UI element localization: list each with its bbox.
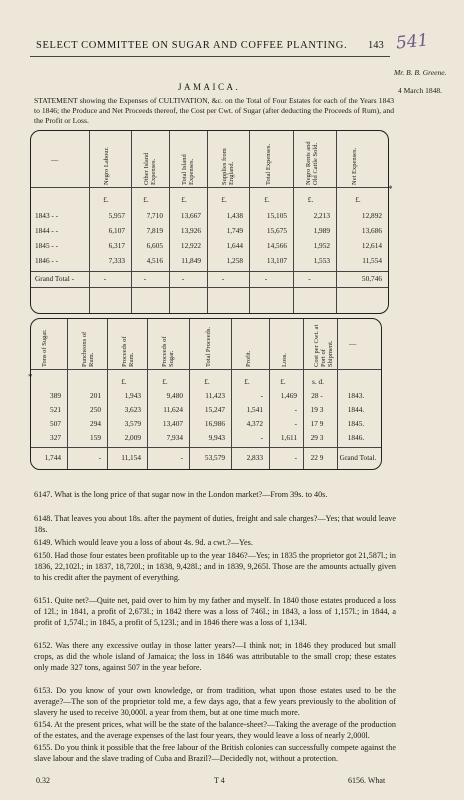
question-6147: 6147. What is the long price of that sugar now in the London market?—From 39s. to 40s. <box>34 490 328 499</box>
table-cell: 6,317 <box>108 241 125 250</box>
table-cell: 12,892 <box>361 211 382 220</box>
witness-date: 4 March 1848. <box>398 86 442 95</box>
table-cell: 6,605 <box>146 241 163 250</box>
table-cell: - <box>294 405 297 414</box>
header-rule <box>30 56 390 57</box>
unit-label: £. <box>162 377 168 386</box>
dash-cell: - <box>103 274 107 283</box>
running-header: SELECT COMMITTEE ON SUGAR AND COFFEE PLANTING. <box>36 40 348 51</box>
row-year: 1844. <box>347 405 365 414</box>
grand-total-value: 50,746 <box>361 274 382 283</box>
unit-label: £. <box>355 195 361 204</box>
footer-catchword: 6156. What <box>348 776 386 785</box>
table-cell: 3,623 <box>124 405 141 414</box>
asterisk-marker: * <box>388 184 393 194</box>
page-number: 143 <box>368 40 384 51</box>
table-cell: 4,516 <box>146 256 163 265</box>
table-cell: 11,624 <box>163 405 183 414</box>
table-cell: 13,926 <box>180 226 201 235</box>
grand-total-cell: - <box>294 453 297 462</box>
header-proceeds-sugar: Proceeds of Sugar. <box>161 336 175 367</box>
table-cell: 11,423 <box>205 391 225 400</box>
table-cell: 13,407 <box>162 419 183 428</box>
table-cell: 389 <box>50 391 61 400</box>
unit-label: £. <box>280 377 286 386</box>
header-total-expenses: Total Expenses. <box>265 143 272 185</box>
table-cell: 13,686 <box>361 226 382 235</box>
table-cell: 15,675 <box>266 226 287 235</box>
table-cell: 28 - <box>311 391 323 400</box>
question-6148: 6148. That leaves you about 18s. after the payment of duties, freight and sale charges?—Yes; that would leave 18s. <box>34 514 396 534</box>
table-cell: 1,611 <box>280 433 297 442</box>
table-cell: 1,258 <box>226 256 243 265</box>
row-year: 1845 - - <box>35 241 59 250</box>
row-year: 1845. <box>347 419 365 428</box>
table-cell: 1,469 <box>280 391 297 400</box>
header-puncheons-rum: Puncheons of Rum. <box>81 331 95 367</box>
row-year: 1846. <box>347 433 365 442</box>
table-cell: - <box>260 391 263 400</box>
table-cell: 294 <box>90 419 101 428</box>
table-cell: 1,644 <box>226 241 243 250</box>
row-year: 1843 - - <box>35 211 59 220</box>
table-cell: 521 <box>50 405 61 414</box>
question-6152: 6152. Was there any excessive outlay in those latter years?—I think not; in 1846 they produced but small crops, as did the whole island of Jamaica; the loss in 1846 was attributable to the small crop; these estates only made 327 tons, against 507 in the year before. <box>34 641 396 672</box>
header-loss: Loss. <box>281 353 288 367</box>
row-year: 1846 - - <box>35 256 59 265</box>
question-6149: 6149. Which would leave you a loss of about 4s. 9d. a cwt.?—Yes. <box>34 538 253 547</box>
header-total-island: Total Island Expenses. <box>181 154 195 185</box>
table-cell: 1,541 <box>246 405 263 414</box>
unit-label: £. <box>143 195 149 204</box>
grand-total-cell: - <box>180 453 183 462</box>
dash-cell: - <box>264 274 268 283</box>
unit-label: £. <box>221 195 227 204</box>
table-cell: 6,107 <box>108 226 125 235</box>
grand-total-cell: 53,579 <box>204 453 225 462</box>
table-cell: 1,943 <box>124 391 141 400</box>
question-6150: 6150. Had those four estates been profitable up to the year 1846?—Yes; in 1835 the proprietor got 21,587l.; in 1836, 22,102l.; in 1837, 18,720l.; in 1838, 9,428l.; and in 1839, 9,265l. Those are the amounts actually given to his credit after the payment of everything. <box>34 551 396 582</box>
dash-cell: - <box>143 274 147 283</box>
table-cell: 159 <box>90 433 101 442</box>
unit-label: £. <box>181 195 187 204</box>
header-total-proceeds: Total Proceeds. <box>205 327 212 367</box>
grand-total-cell: 2,833 <box>246 453 263 462</box>
handwritten-annotation: 541 <box>395 30 430 54</box>
header-cost-per-cwt: Cost per Cwt. at Port of Shipment. <box>313 324 334 367</box>
table-cell: 11,849 <box>181 256 201 265</box>
header-other-island: Other Island Expenses. <box>143 152 157 185</box>
unit-label: £. <box>103 195 109 204</box>
grand-total-cell: 1,744 <box>44 453 61 462</box>
row-year: 1843. <box>347 391 365 400</box>
table-cell: 17 9 <box>310 419 324 428</box>
header-profit: Profit. <box>245 350 252 367</box>
header-tons-sugar: Tons of Sugar. <box>41 329 48 367</box>
table-cell: 13,107 <box>266 256 287 265</box>
table-cell: 12,614 <box>361 241 382 250</box>
grand-total-cell: 11,154 <box>121 453 141 462</box>
table-cell: 9,480 <box>166 391 183 400</box>
question-6153: 6153. Do you know of your own knowledge, or from tradition, what upon those estates used to be the average?—The son of the proprietor told me, a few days ago, that a few years previously to the abolition of slavery he used to receive 30,000l. a year from them, but at one time much more. <box>34 686 396 717</box>
table-cell: 5,957 <box>108 211 125 220</box>
dash-cell: - <box>308 274 311 283</box>
unit-label: £. <box>121 377 127 386</box>
table-cell: 2,009 <box>124 433 141 442</box>
table-cell: 327 <box>50 433 61 442</box>
statement-caption: STATEMENT showing the Expenses of CULTIVATION, &c. on the Total of Four Estates for each of the Years 1843 to 1846; the Produce and Net Proceeds thereof, the Cost per Cwt. of Sugar (after deducting the Proceeds of Rum), and the Profit or Loss. <box>34 96 394 125</box>
dash-cell: - <box>221 274 225 283</box>
row-year: 1844 - - <box>35 226 59 235</box>
unit-label: s. d. <box>312 377 324 386</box>
header-negro-rents: Negro Rents and Old Cattle Sold. <box>305 141 319 185</box>
table-cell: 201 <box>90 391 101 400</box>
question-6155: 6155. Do you think it possible that the free labour of the British colonies can successfully compete against the slave labour and the slave trading of Cuba and Brazil?—Decidedly not, without a protection. <box>34 743 396 763</box>
table-cell: 4,372 <box>246 419 263 428</box>
table-cell: 16,986 <box>204 419 225 428</box>
table-cell: 7,333 <box>108 256 125 265</box>
table-cell: 1,438 <box>226 211 243 220</box>
header-supplies: Supplies from England. <box>221 148 235 185</box>
grand-total-cell: - <box>98 453 101 462</box>
table-cell: 11,554 <box>362 256 382 265</box>
table-cell: 15,105 <box>266 211 287 220</box>
table-cell: 1,749 <box>226 226 243 235</box>
dash-cell: - <box>181 274 185 283</box>
grand-total-cell: 22 9 <box>310 453 324 462</box>
expenses-table: — Negro Labour. Other Island Expenses. Total Island Expenses. Supplies from England. Total Expenses. Negro Rents and Old Cattle Sold. Net Expenses. £. £. £. £. £. £. £. 1843 - - 5,957 7,710 13,667 1,438 15,105 2,213 12,892 1844 - - 6,107 7,819 13,926 1,749 15,675 1,989 13,686 1845 - - 6,317 6,605 12,922 1,644 14,566 1,952 12,614 1846 - - 7,333 4,516 11,849 1,258 13,107 1,553 11,554 Grand Total - - - - - - - 50,746 <box>30 130 389 314</box>
unit-label: £. <box>244 377 250 386</box>
header-negro-labour: Negro Labour. <box>103 147 110 185</box>
table-cell: - <box>294 419 297 428</box>
unit-label: £. <box>264 195 270 204</box>
table-cell: 9,943 <box>208 433 225 442</box>
grand-total-label: Grand Total. <box>339 453 377 462</box>
table-cell: 15,247 <box>204 405 225 414</box>
witness-name: Mr. B. B. Greene. <box>394 68 447 77</box>
table-cell: 29 3 <box>310 433 324 442</box>
table-cell: 14,566 <box>266 241 287 250</box>
header-net-expenses: Net Expenses. <box>351 147 358 185</box>
table-cell: 250 <box>90 405 101 414</box>
unit-label: £. <box>307 195 314 204</box>
question-6151: 6151. Quite net?—Quite net, paid over to him by my father and myself. In 1840 those estates produced a loss of 12l.; in 1841, a profit of 2,673l.; in 1842 there was a loss of 746l.; in 1843, a loss of 1,157l.; in 1844, a profit of 1,574l.; in 1845, a profit of 5,123l.; and in 1846 there was a loss of 1,134l. <box>34 596 396 627</box>
table-cell: 19 3 <box>310 405 324 414</box>
unit-label: £. <box>204 377 210 386</box>
table-cell: 507 <box>50 419 61 428</box>
section-heading: JAMAICA. <box>178 82 241 92</box>
table-cell: 7,710 <box>146 211 163 220</box>
table-cell: 12,922 <box>180 241 201 250</box>
asterisk-marker-2: * <box>28 372 33 382</box>
table-cell: 7,819 <box>146 226 163 235</box>
table-cell: 2,213 <box>313 211 330 220</box>
question-6154: 6154. At the present prices, what will be the state of the balance-sheet?—Taking the average of the production of the estates, and the average expenses of the last four years, they would leave a loss of nearly 2,000l. <box>34 720 396 740</box>
grand-total-label: Grand Total - <box>35 274 75 283</box>
table-cell: 1,553 <box>313 256 330 265</box>
table-cell: 7,934 <box>166 433 183 442</box>
table-cell: 1,952 <box>313 241 330 250</box>
proceeds-table: Tons of Sugar. Puncheons of Rum. Proceeds of Rum. Proceeds of Sugar. Total Proceeds. Profit. Loss. Cost per Cwt. at Port of Shipment. — £. £. £. £. £. s. d. 389 201 1,943 9,480 11,423 - 1,469 28 - 1843. 521 250 3,623 11,624 15,247 1,541 - 19 3 1844. 507 294 3,579 13,407 16,986 4,372 - 17 9 1845. 327 159 2,009 7,934 9,943 - 1,611 29 3 1846. 1,744 - 11,154 - 53,579 2,833 - 22 9 Grand Total. <box>30 318 382 470</box>
table-cell: - <box>260 433 263 442</box>
table-cell: 3,579 <box>124 419 141 428</box>
footer-signature: T 4 <box>214 776 225 785</box>
table-cell: 13,667 <box>180 211 201 220</box>
header-proceeds-rum: Proceeds of Rum. <box>121 336 135 367</box>
table-cell: 1,989 <box>313 226 330 235</box>
footer-left: 0.32 <box>36 776 50 785</box>
